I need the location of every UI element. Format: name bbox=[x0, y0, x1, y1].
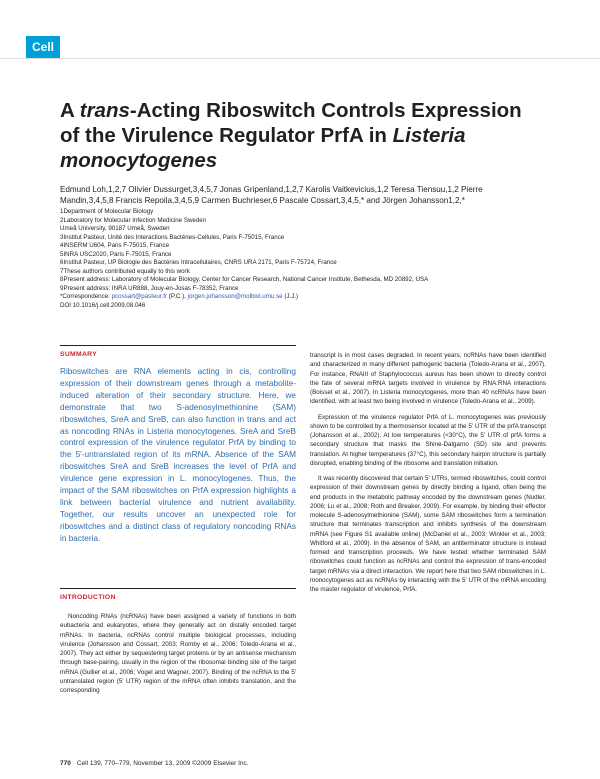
affiliations bbox=[60, 208, 560, 310]
affiliation-line: 7These authors contributed equally to this work bbox=[60, 267, 190, 275]
article-title: A trans-Acting Riboswitch Controls Expression of the Virulence Regulator PrfA in Listeria monocytogenes bbox=[60, 99, 522, 172]
affiliation-line: 3Institut Pasteur, Unité des Interactions Bactéries-Cellules, Paris F-75015, France bbox=[60, 233, 285, 241]
page-footer bbox=[60, 760, 249, 767]
email-link-johansson[interactable]: jorgen.johansson@molbiol.umu.se bbox=[187, 293, 283, 300]
paragraph: It was recently discovered that certain 5′ UTRs, termed riboswitches, could control expression of their downstream genes by directly binding a ligand, often being the end products in the metabolic pathway encoded by the downstream genes (Nudler, 2006; Lu et al., 2008; Roth and Breaker, 2009). For example, by binding their effector molecule S-adenosylmethionine (SAM), some SAM riboswitches form a termination structure that terminates transcription and inhibits synthesis of the downstream mRNA (see Figure S1 available online) (McDaniel et al., 2003; Winkler et al., 2003; Whitford et al., 2009). In the absence of SAM, an antiterminator structure is instead formed and transcription proceeds. We have tested whether terminated SAM riboswitches could function as ncRNAs and control the expression of trans-encoded target mRNAs via a direct interaction. We report here that two SAM riboswitches in L. monocytogenes act as ncRNAs by interacting with the 5′ UTR of the mRNA encoding the master regulator of virulence, PrfA. bbox=[310, 475, 546, 593]
affiliation-line: 4INSERM U604, Paris F-75015, France bbox=[60, 242, 170, 249]
doi: DOI 10.1016/j.cell.2009.08.046 bbox=[60, 301, 146, 309]
affiliation-line: 9Present address: INRA UR888, Jouy-en-Josas F-78352, France bbox=[60, 284, 239, 292]
paragraph: Expression of the virulence regulator PrfA of L. monocytogenes was previously shown to be controlled by a thermosensor located at the 5′ UTR of the prfA transcript (Johansson et al., 2002). At low temperatures (<30°C), the 5′ UTR of prfA forms a secondary structure that masks the Shine-Dalgarno (SD) site and prevents translation. At higher temperatures (37°C), this secondary hairpin structure is partially disrupted, enabling binding of the ribosome and translation initiation. bbox=[310, 413, 546, 467]
affiliation-line: 8Present address: Laboratory of Molecular Biology, Center for Cancer Research, National Cancer Institute, Bethesda, MD 20892, USA bbox=[60, 276, 429, 283]
introduction-text bbox=[60, 612, 296, 695]
page-number: 770 bbox=[60, 760, 71, 767]
summary-text: Riboswitches are RNA elements acting in cis, controlling expression of their downstream genes through a metabolite-induced alteration of their secondary structure. Here, we demonstrate that two S-adenosylmethionine (SAM) riboswitches, SreA and SreB, can also function in trans and act as noncoding RNAs in Listeria monocytogenes. SreA and SreB control expression of the virulence regulator PrfA by binding to the 5′-untranslated region of its mRNA. Absence of the SAM riboswitches SreA and SreB increases the level of PrfA and virulence gene expression in L. monocytogenes. Thus, the impact of the SAM riboswitches on PrfA expression highlights a link between bacterial virulence and nutrient availability. Together, our results uncover an unexpected role for riboswitches and a distinct class of regulatory noncoding RNAs in bacteria. bbox=[60, 367, 296, 543]
summary-heading: SUMMARY bbox=[60, 351, 97, 358]
author-list: Edmund Loh,1,2,7 Olivier Dussurget,3,4,5,7 Jonas Gripenland,1,2,7 Karolis Vaitkevicius,1,2 Teresa Tiensuu,1,2 Pierre Mandin,3,4,5,8 Francis Repoila,3,4,5,9 Carmen Buchrieser,6 Pascale Cossart,3,4,5,* and Jörgen Johansson1,2,* bbox=[60, 185, 483, 205]
intro-rule bbox=[60, 588, 296, 589]
affiliation-line: 1Department of Molecular Biology bbox=[60, 208, 154, 215]
email-link-cossart[interactable]: pcossart@pasteur.fr bbox=[111, 293, 168, 300]
footer-citation: Cell 139, 770–779, November 13, 2009 ©2009 Elsevier Inc. bbox=[76, 760, 249, 767]
affiliation-line: 5INRA USC2020, Paris F-75015, France bbox=[60, 250, 172, 258]
right-column bbox=[310, 351, 546, 594]
affiliation-line: Umeå University, 90187 Umeå, Sweden bbox=[60, 225, 170, 232]
paragraph: Noncoding RNAs (ncRNAs) have been assigned a variety of functions in both eubacteria and eukaryotes, where they generally act on distally encoded target mRNAs. In bacteria, ncRNAs control multiple biological processes, including virulence (Johansson and Cossart, 2003; Romby et al., 2006; Toledo-Arana et al., 2007). They act either by sequestering target proteins or by an antisense mechanism through base-pairing, usually in the region of the ribosomal binding site of the target mRNA (Gullier et al., 2006; Vogel and Wagner, 2007). Binding of the ncRNA to the 5′ untranslated region (5′ UTR) region of the mRNA often inhibits translation, and the corresponding bbox=[60, 613, 296, 694]
affiliation-line: 2Laboratory for Molecular Infection Medicine Sweden bbox=[60, 216, 207, 224]
paragraph: transcript is in most cases degraded. In recent years, ncRNAs have been identified and characterized in many different pathogenic bacteria (Toledo-Arana et al., 2007). For instance, RNAIII of Staphylococcus aureus has been shown to directly control the fate of several mRNA targets involved in virulence by RNA:RNA interactions (Boisset et al., 2007). In Listeria monocytogenes, more than 40 ncRNAs have been identified, with at least two being involved in virulence (Toledo-Arana et al., 2009). bbox=[310, 352, 546, 406]
affiliation-line: 6Institut Pasteur, UP Biologie des Bactéries Intracellulaires, CNRS URA 2171, Paris F-75724, France bbox=[60, 259, 337, 266]
summary-rule bbox=[60, 345, 296, 346]
introduction-heading: INTRODUCTION bbox=[60, 594, 116, 601]
correspondence: *Correspondence: pcossart@pasteur.fr (P.C.), jorgen.johansson@molbiol.umu.se (J.J.) bbox=[60, 293, 299, 300]
journal-header bbox=[0, 0, 600, 59]
journal-logo: Cell bbox=[26, 36, 60, 58]
